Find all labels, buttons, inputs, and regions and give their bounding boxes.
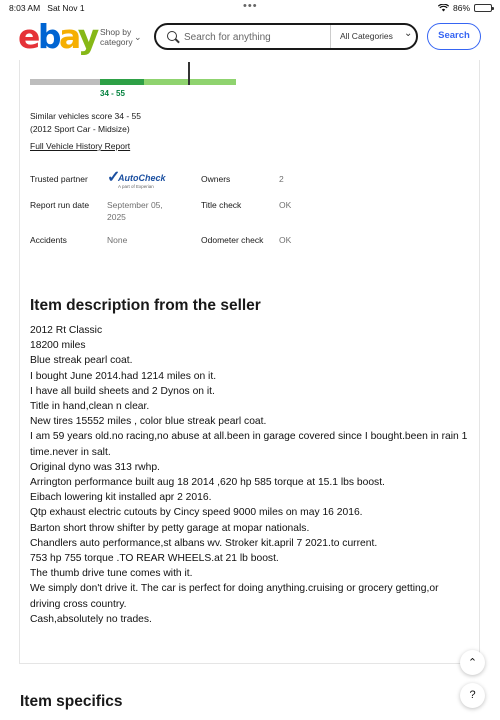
full-history-report-link[interactable]: Full Vehicle History Report <box>30 141 131 151</box>
odometer-check-label: Odometer check <box>201 235 264 245</box>
description-line: The thumb drive tune comes with it. <box>30 568 193 580</box>
chevron-up-icon: ⌃ <box>467 657 478 669</box>
description-line: 18200 miles <box>30 340 86 352</box>
trusted-partner-label: Trusted partner <box>30 174 88 184</box>
accidents-label: Accidents <box>30 235 67 245</box>
shop-by-category-button[interactable] <box>100 27 142 47</box>
similar-vehicles-text: Similar vehicles score 34 - 55 (2012 Sport Car - Midsize) <box>30 111 142 134</box>
status-right <box>438 3 492 13</box>
description-line: Original dyno was 313 rwhp. <box>30 461 160 473</box>
description-line: Blue streak pearl coat. <box>30 355 133 367</box>
search-button[interactable]: Search <box>427 23 481 50</box>
description-line: I bought June 2014.had 1214 miles on it. <box>30 370 217 382</box>
battery-icon <box>474 4 492 12</box>
description-line: 753 hp 755 torque .TO REAR WHEELS.at 21 lb boost. <box>30 553 279 565</box>
autocheck-logo <box>107 170 167 192</box>
shop-by-line1: Shop by <box>100 27 132 37</box>
item-specifics-title: Item specifics <box>20 693 123 710</box>
header <box>0 16 500 60</box>
owners-value: 2 <box>279 174 284 184</box>
description-line: Title in hand,clean n clear. <box>30 401 150 413</box>
status-time: 8:03 AM Sat Nov 1 <box>9 3 85 13</box>
search-divider <box>330 25 331 48</box>
score-bar-light-green <box>144 79 236 85</box>
chevron-down-icon: ⌄ <box>404 28 413 39</box>
description-line: Qtp exhaust electric cutouts by Cincy speed 9000 miles on may 16 2016. <box>30 507 363 519</box>
description-line: I am 59 years old.no racing,no abuse at all.been in garage covered since I bought.been in rain 1 time.never in salt. <box>30 431 468 458</box>
description-line: Arrington performance built aug 18 2014 ,620 hp 585 torque at 15.1 lbs boost. <box>30 477 385 489</box>
score-bar-dark-green <box>100 79 144 85</box>
scroll-to-top-button[interactable] <box>460 650 485 675</box>
score-bar <box>30 79 236 85</box>
battery-percent: 86% <box>452 3 470 13</box>
description-line: New tires 15552 miles , color blue streak pearl coat. <box>30 416 267 428</box>
description-line: Chandlers auto performance,st albans wv. Stroker kit.april 7 2021.to current. <box>30 537 378 549</box>
description-line: Eibach lowering kit installed apr 2 2016. <box>30 492 212 504</box>
ebay-logo[interactable]: ebay <box>18 17 97 56</box>
help-button[interactable]: ? <box>460 683 485 708</box>
shop-by-line2: category <box>100 37 133 47</box>
description-title: Item description from the seller <box>30 297 261 314</box>
multitask-dots-icon[interactable]: ••• <box>243 0 258 12</box>
checkmark-icon: ✓ <box>107 169 121 186</box>
odometer-check-value: OK <box>279 235 292 245</box>
category-select[interactable]: All Categories <box>340 31 393 41</box>
report-run-date-label: Report run date <box>30 200 90 210</box>
wifi-icon <box>438 4 449 12</box>
description-line: Cash,absolutely no trades. <box>30 613 152 625</box>
description-line: 2012 Rt Classic <box>30 325 103 336</box>
description-line: We simply don't drive it. The car is perfect for doing anything.cruising or grocery getting,or driving cross country. <box>30 583 439 610</box>
report-run-date-value: September 05, 2025 <box>107 200 163 222</box>
score-marker <box>188 62 190 85</box>
title-check-label: Title check <box>201 200 242 210</box>
status-bar <box>0 0 500 16</box>
score-bar-grey <box>30 79 100 85</box>
description-line: I have all build sheets and 2 Dynos on it. <box>30 385 215 397</box>
score-range-label: 34 - 55 <box>100 89 125 98</box>
autocheck-name: AutoCheck <box>118 173 166 183</box>
title-check-value: OK <box>279 200 292 210</box>
accidents-value: None <box>107 235 128 245</box>
search-bar <box>154 23 418 50</box>
search-input[interactable] <box>184 29 324 45</box>
search-icon <box>167 31 177 41</box>
chevron-down-icon: ⌄ <box>134 32 142 42</box>
description-body <box>30 323 470 627</box>
autocheck-sub: A part of Experian <box>118 184 154 189</box>
owners-label: Owners <box>201 174 231 184</box>
description-line: Barton short throw shifter by petty garage at mopar nationals. <box>30 522 310 534</box>
